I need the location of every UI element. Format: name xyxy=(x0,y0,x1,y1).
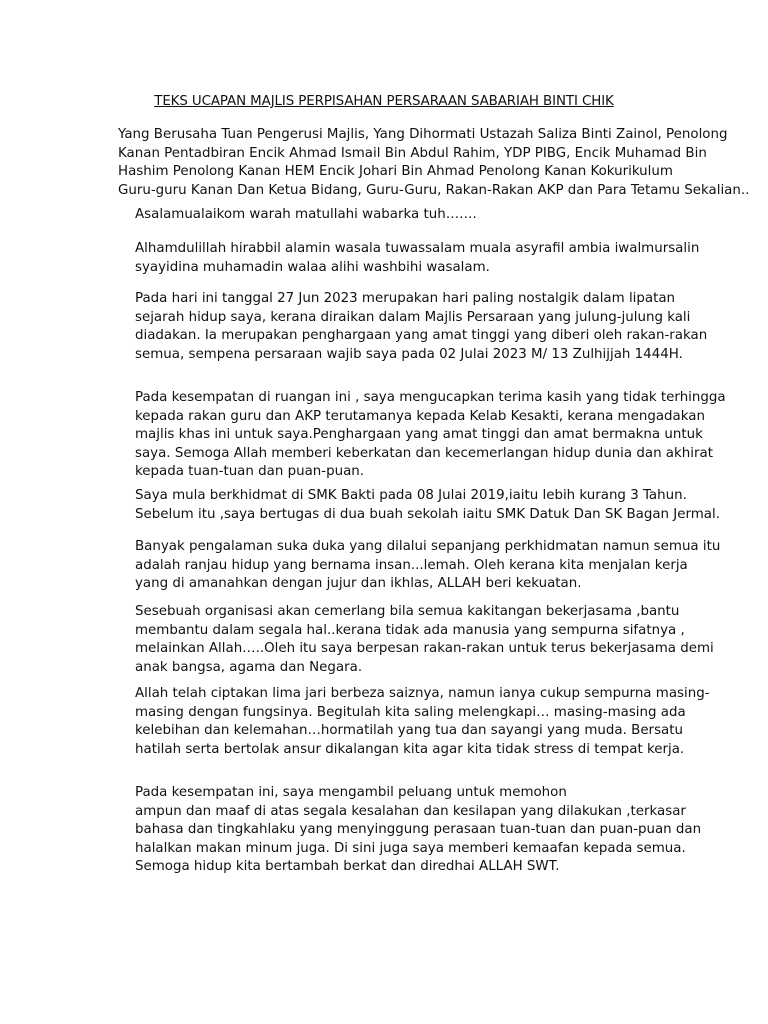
paragraph-line: Sesebuah organisasi akan cemerlang bila semua kakitangan bekerjasama ,bantu xyxy=(135,604,680,619)
salutation-paragraph xyxy=(118,126,750,200)
paragraph-line: majlis khas ini untuk saya.Penghargaan yang amat tinggi dan amat bermakna untuk xyxy=(135,427,703,442)
salutation-line: Yang Berusaha Tuan Pengerusi Majlis, Yang Dihormati Ustazah Saliza Binti Zainol, Penolong xyxy=(118,127,728,142)
paragraph-line: melainkan Allah…..Oleh itu saya berpesan rakan-rakan untuk terus bekerjasama demi xyxy=(135,641,714,656)
paragraph-experience xyxy=(135,538,735,594)
paragraph-line: syayidina muhamadin walaa alihi washbihi wasalam. xyxy=(135,259,490,275)
paragraph-line: anak bangsa, agama dan Negara. xyxy=(135,659,363,675)
paragraph-line: Asalamualaikom warah matullahi wabarka tuh……. xyxy=(135,207,477,222)
paragraph-line: Semoga hidup kita bertambah berkat dan diredhai ALLAH SWT. xyxy=(135,859,560,874)
paragraph-service xyxy=(135,487,735,524)
salutation-line: Guru-guru Kanan Dan Ketua Bidang, Guru-Guru, Rakan-Rakan AKP dan Para Tetamu Sekalian.. xyxy=(118,182,750,198)
paragraph-occasion xyxy=(135,290,735,364)
paragraph-line: masing dengan fungsinya. Begitulah kita saling melengkapi… masing-masing ada xyxy=(135,704,686,720)
paragraph-line: Banyak pengalaman suka duka yang dilalui sepanjang perkhidmatan namun semua itu xyxy=(135,539,721,554)
paragraph-apology xyxy=(135,784,735,877)
paragraph-line: Saya mula berkhidmat di SMK Bakti pada 08 Julai 2019,iaitu lebih kurang 3 Tahun. xyxy=(135,488,687,503)
paragraph-line: hatilah serta bertolak ansur dikalangan kita agar kita tidak stress di tempat kerja. xyxy=(135,741,685,757)
paragraph-line: Allah telah ciptakan lima jari berbeza saiznya, namun ianya cukup sempurna masing- xyxy=(135,686,710,701)
salutation-line: Kanan Pentadbiran Encik Ahmad Ismail Bin Abdul Rahim, YDP PIBG, Encik Muhamad Bin xyxy=(118,145,707,161)
paragraph-line: sejarah hidup saya, kerana diraikan dalam Majlis Persaraan yang julung-julung kali xyxy=(135,309,691,325)
paragraph-line: kelebihan dan kelemahan…hormatilah yang tua dan sayangi yang muda. Bersatu xyxy=(135,723,683,738)
paragraph-line: saya. Semoga Allah memberi keberkatan dan kecemerlangan hidup dunia dan akhirat xyxy=(135,445,713,461)
paragraph-line: Pada kesempatan di ruangan ini , saya mengucapkan terima kasih yang tidak terhingga xyxy=(135,390,726,405)
paragraph-line: yang di amanahkan dengan jujur dan ikhlas, ALLAH beri kekuatan. xyxy=(135,576,582,591)
paragraph-line: Pada kesempatan ini, saya mengambil peluang untuk memohon xyxy=(135,785,567,800)
paragraph-line: semua, sempena persaraan wajib saya pada 02 Julai 2023 M/ 13 Zulhijjah 1444H. xyxy=(135,346,683,362)
salutation-line: Hashim Penolong Kanan HEM Encik Johari Bin Ahmad Penolong Kanan Kokurikulum xyxy=(118,164,673,179)
paragraph-organisation xyxy=(135,603,735,677)
paragraph-doa xyxy=(135,240,735,277)
paragraph-five-fingers xyxy=(135,685,735,759)
paragraph-thanks xyxy=(135,389,735,482)
paragraph-greeting xyxy=(135,206,735,225)
paragraph-line: bahasa dan tingkahlaku yang menyinggung perasaan tuan-tuan dan puan-puan dan xyxy=(135,822,702,837)
paragraph-line: adalah ranjau hidup yang bernama insan...lemah. Oleh kerana kita menjalan kerja xyxy=(135,557,688,573)
paragraph-line: ampun dan maaf di atas segala kesalahan dan kesilapan yang dilakukan ,terkasar xyxy=(135,803,686,819)
paragraph-line: halalkan makan minum juga. Di sini juga saya memberi kemaafan kepada semua. xyxy=(135,840,686,856)
paragraph-line: Sebelum itu ,saya bertugas di dua buah sekolah iaitu SMK Datuk Dan SK Bagan Jermal. xyxy=(135,506,720,522)
document-title: TEKS UCAPAN MAJLIS PERPISAHAN PERSARAAN SABARIAH BINTI CHIK xyxy=(154,94,614,109)
paragraph-line: Pada hari ini tanggal 27 Jun 2023 merupakan hari paling nostalgik dalam lipatan xyxy=(135,291,676,306)
paragraph-line: kepada tuan-tuan dan puan-puan. xyxy=(135,464,365,479)
paragraph-line: kepada rakan guru dan AKP terutamanya kepada Kelab Kesakti, kerana mengadakan xyxy=(135,408,705,424)
paragraph-line: Alhamdulillah hirabbil alamin wasala tuwassalam muala asyrafil ambia iwalmursalin xyxy=(135,241,700,256)
paragraph-line: membantu dalam segala hal..kerana tidak ada manusia yang sempurna sifatnya , xyxy=(135,622,685,638)
paragraph-line: diadakan. Ia merupakan penghargaan yang amat tinggi yang diberi oleh rakan-rakan xyxy=(135,328,708,343)
